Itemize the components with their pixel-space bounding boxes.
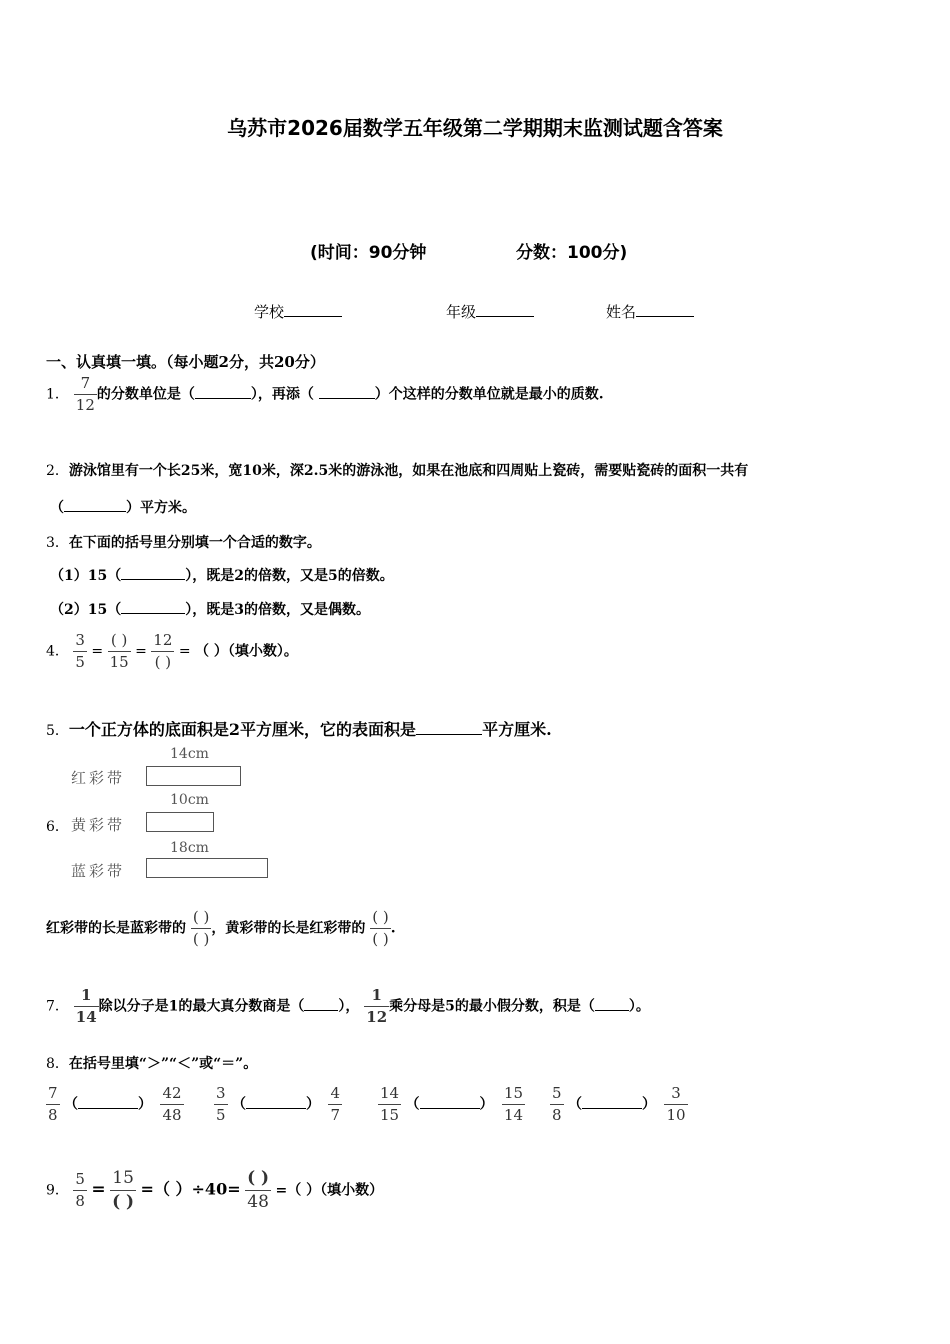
ribbon-red-length: 14cm bbox=[170, 746, 209, 762]
q8-pair-2: $\frac{3}{5}$ （ ） $\frac{4}{7}$ bbox=[216, 1084, 340, 1124]
q4-fraction-3: $\frac{12}{( )}$ bbox=[153, 631, 173, 671]
section-heading: 一、认真填一填。（每小题2分，共20分） bbox=[46, 353, 325, 371]
q8-fraction: $\frac{7}{8}$ bbox=[48, 1084, 58, 1124]
q8-number: 8． bbox=[46, 1056, 69, 1072]
q7-fraction-2: $\frac{1}{12}$ bbox=[366, 986, 388, 1026]
q8-pair-4: $\frac{5}{8}$ （ ） $\frac{3}{10}$ bbox=[552, 1084, 686, 1124]
q1-number: 1． bbox=[46, 386, 69, 403]
q5-blank[interactable] bbox=[416, 734, 482, 735]
q8-blank-3[interactable] bbox=[420, 1108, 480, 1109]
q8-fraction: $\frac{5}{8}$ bbox=[552, 1084, 562, 1124]
q9-fraction-1: $\frac{5}{8}$ bbox=[75, 1170, 85, 1210]
ribbon-blue-length: 18cm bbox=[170, 840, 209, 856]
question-7: 7． $\frac{1}{14}$ 除以分子是1的最大真分数商是（ ）， $\frac{1}{12}$ 乘分母是5的最小假分数，积是（ ）。 bbox=[46, 986, 650, 1026]
ribbon-yellow-length: 10cm bbox=[170, 792, 209, 808]
q8-fraction: $\frac{4}{7}$ bbox=[330, 1084, 340, 1124]
question-6-text: 红彩带的长是蓝彩带的 $\frac{( )}{( )}$ ，黄彩带的长是红彩带的 $\frac{( )}{( )}$ . bbox=[46, 908, 396, 948]
q7-blank-1[interactable] bbox=[304, 1010, 338, 1011]
school-label: 学校 bbox=[254, 303, 285, 321]
question-1: 1． $\frac{7}{12}$ 的分数单位是（ ），再添（ ）个这样的分数单位就是最小的质数. bbox=[46, 374, 604, 414]
q4-fraction-2: $\frac{( )}{15}$ bbox=[109, 631, 129, 671]
ribbon-blue-label: 蓝彩带 bbox=[71, 862, 126, 880]
grade-field bbox=[446, 301, 534, 322]
ribbon-yellow-label: 黄彩带 bbox=[71, 816, 126, 834]
question-4: 4． $\frac{3}{5}$ = $\frac{( )}{15}$ = $\frac{12}{( )}$ = （ ）（填小数）。 bbox=[46, 631, 298, 671]
question-3-sub2: （2）15（ ），既是3的倍数，又是偶数。 bbox=[50, 602, 370, 618]
q1-blank-1[interactable] bbox=[195, 398, 251, 399]
q2-blank[interactable] bbox=[64, 511, 126, 512]
q7-number: 7． bbox=[46, 998, 69, 1015]
question-3-sub1: （1）15（ ），既是2的倍数，又是5的倍数。 bbox=[50, 568, 394, 584]
q8-fraction: $\frac{3}{5}$ bbox=[216, 1084, 226, 1124]
q6-blank-fraction-2[interactable]: $\frac{( )}{( )}$ bbox=[372, 908, 389, 948]
q4-fraction-1: $\frac{3}{5}$ bbox=[75, 631, 85, 671]
grade-blank[interactable] bbox=[476, 316, 534, 317]
q8-pair-1: $\frac{7}{8}$ （ ） $\frac{42}{48}$ bbox=[48, 1084, 182, 1124]
exam-time: (时间：90分钟 bbox=[310, 243, 427, 263]
q7-blank-2[interactable] bbox=[595, 1010, 629, 1011]
name-blank[interactable] bbox=[636, 316, 694, 317]
q2-number: 2． bbox=[46, 463, 69, 479]
q4-number: 4． bbox=[46, 643, 69, 660]
ribbon-red-bar bbox=[146, 766, 241, 786]
question-3: 3．在下面的括号里分别填一个合适的数字。 bbox=[46, 535, 321, 551]
question-2: 2．游泳馆里有一个长25米，宽10米，深2.5米的游泳池，如果在池底和四周贴上瓷砖，需要贴瓷砖的面积一共有 bbox=[46, 463, 749, 479]
school-blank[interactable] bbox=[284, 316, 342, 317]
grade-label: 年级 bbox=[446, 303, 477, 321]
q3-blank-1[interactable] bbox=[121, 579, 185, 580]
ribbon-blue-bar bbox=[146, 858, 268, 878]
q9-fraction-3: $\frac{( )}{48}$ bbox=[247, 1168, 270, 1212]
q8-fraction: $\frac{15}{14}$ bbox=[504, 1084, 524, 1124]
q8-fraction: $\frac{3}{10}$ bbox=[666, 1084, 686, 1124]
q8-fraction: $\frac{14}{15}$ bbox=[380, 1084, 400, 1124]
q1-fraction: $\frac{7}{12}$ bbox=[75, 374, 95, 414]
q6-blank-fraction-1[interactable]: $\frac{( )}{( )}$ bbox=[192, 908, 210, 948]
q5-number: 5． bbox=[46, 723, 69, 739]
q9-number: 9． bbox=[46, 1182, 69, 1199]
q9-fraction-2: $\frac{15}{( )}$ bbox=[112, 1168, 135, 1212]
q8-blank-4[interactable] bbox=[582, 1108, 642, 1109]
ribbon-yellow-bar bbox=[146, 812, 214, 832]
name-label: 姓名 bbox=[606, 303, 637, 321]
school-field bbox=[254, 301, 342, 322]
question-9: 9． $\frac{5}{8}$ = $\frac{15}{( )}$ =（ ）÷40= $\frac{( )}{48}$ =（ ）（填小数） bbox=[46, 1168, 384, 1212]
page-title: 乌苏市2026届数学五年级第二学期期末监测试题含答案 bbox=[227, 116, 723, 140]
exam-score: 分数：100分) bbox=[516, 243, 628, 263]
q8-blank-1[interactable] bbox=[78, 1108, 138, 1109]
q1-blank-2[interactable] bbox=[319, 398, 375, 399]
name-field bbox=[606, 301, 694, 322]
question-5: 5．一个正方体的底面积是2平方厘米，它的表面积是 平方厘米. bbox=[46, 720, 552, 739]
q6-number: 6． bbox=[46, 819, 69, 835]
q3-blank-2[interactable] bbox=[121, 613, 185, 614]
question-8: 8．在括号里填“＞”“＜”或“＝”。 bbox=[46, 1056, 258, 1072]
question-2-answer: （ ）平方米。 bbox=[50, 500, 196, 516]
q3-number: 3． bbox=[46, 535, 69, 551]
ribbon-red-label: 红彩带 bbox=[71, 769, 126, 787]
q7-fraction-1: $\frac{1}{14}$ bbox=[75, 986, 97, 1026]
q8-fraction: $\frac{42}{48}$ bbox=[162, 1084, 182, 1124]
q8-pair-3: $\frac{14}{15}$ （ ） $\frac{15}{14}$ bbox=[380, 1084, 524, 1124]
q8-blank-2[interactable] bbox=[246, 1108, 306, 1109]
